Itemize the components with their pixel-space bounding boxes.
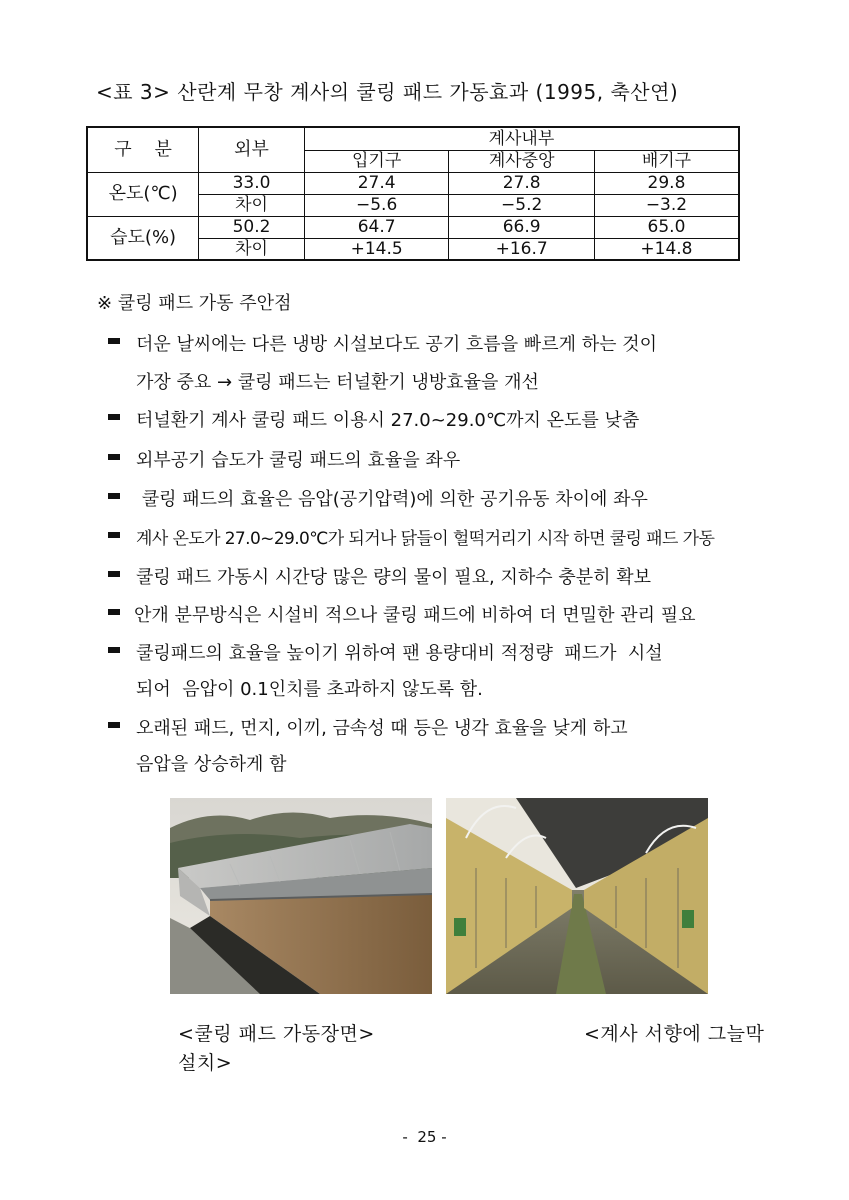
square-bullet-icon bbox=[108, 647, 120, 653]
note-text-continued: 음압을 상승하게 함 bbox=[136, 754, 287, 775]
left-photo-caption: <쿨링 패드 가동장면> bbox=[178, 1023, 375, 1045]
square-bullet-icon bbox=[108, 414, 120, 420]
table-cell: 차이 bbox=[199, 194, 305, 216]
note-text: 쿨링 패드의 효율은 음압(공기압력)에 의한 공기유동 차이에 좌우 bbox=[136, 489, 648, 510]
square-bullet-icon bbox=[108, 454, 120, 460]
square-bullet-icon bbox=[108, 493, 120, 499]
cooling-pad-effect-table bbox=[86, 126, 740, 261]
table-cell: 27.4 bbox=[304, 172, 449, 194]
square-bullet-icon bbox=[108, 571, 120, 577]
notes-title: ※ 쿨링 패드 가동 주안점 bbox=[97, 293, 292, 314]
table-cell: 50.2 bbox=[199, 216, 305, 238]
table-cell: +14.5 bbox=[304, 238, 449, 260]
table-cell: +16.7 bbox=[449, 238, 595, 260]
note-text: 쿨링 패드 가동시 시간당 많은 량의 물이 필요, 지하수 충분히 확보 bbox=[136, 567, 652, 588]
note-text: 더운 날씨에는 다른 냉방 시설보다도 공기 흐름을 빠르게 하는 것이 bbox=[136, 334, 657, 355]
right-photo-caption: <계사 서향에 그늘막 bbox=[584, 1023, 765, 1045]
header-division: 구 분 bbox=[87, 127, 199, 172]
header-inlet: 입기구 bbox=[304, 150, 449, 172]
table-cell: 27.8 bbox=[449, 172, 595, 194]
note-text: 안개 분무방식은 시설비 적으나 쿨링 패드에 비하여 더 면밀한 관리 필요 bbox=[134, 605, 696, 626]
table-cell: −5.2 bbox=[449, 194, 595, 216]
table-cell: 64.7 bbox=[304, 216, 449, 238]
table-cell: 차이 bbox=[199, 238, 305, 260]
shade-net-photo bbox=[446, 798, 708, 994]
note-text: 쿨링패드의 효율을 높이기 위하여 팬 용량대비 적정량 패드가 시설 bbox=[136, 643, 663, 664]
header-center: 계사중앙 bbox=[449, 150, 595, 172]
note-text-continued: 가장 중요 → 쿨링 패드는 터널환기 냉방효율을 개선 bbox=[136, 372, 539, 393]
cooling-pad-photo bbox=[170, 798, 432, 994]
table-cell: +14.8 bbox=[594, 238, 739, 260]
row-label-temperature: 온도(℃) bbox=[87, 172, 199, 216]
table-cell: 29.8 bbox=[594, 172, 739, 194]
table-cell: −3.2 bbox=[594, 194, 739, 216]
table-cell: 66.9 bbox=[449, 216, 595, 238]
square-bullet-icon bbox=[108, 722, 120, 728]
table-caption: <표 3> 산란계 무창 계사의 쿨링 패드 가동효과 (1995, 축산연) bbox=[96, 80, 679, 104]
square-bullet-icon bbox=[108, 609, 120, 615]
note-text: 터널환기 계사 쿨링 패드 이용시 27.0~29.0℃까지 온도를 낮춤 bbox=[136, 410, 640, 431]
note-text: 외부공기 습도가 쿨링 패드의 효율을 좌우 bbox=[136, 450, 461, 471]
header-exhaust: 배기구 bbox=[594, 150, 739, 172]
table-cell: 33.0 bbox=[199, 172, 305, 194]
table-cell: 65.0 bbox=[594, 216, 739, 238]
left-photo-caption-continued: 설치> bbox=[178, 1052, 233, 1074]
cooling-pad-photo-image bbox=[170, 798, 432, 994]
table-cell: −5.6 bbox=[304, 194, 449, 216]
note-text: 오래된 패드, 먼지, 이끼, 금속성 때 등은 냉각 효율을 낮게 하고 bbox=[136, 718, 628, 739]
page-number: - 25 - bbox=[402, 1128, 447, 1146]
header-inside-group: 계사내부 bbox=[304, 127, 739, 150]
square-bullet-icon bbox=[108, 532, 120, 538]
header-outside: 외부 bbox=[199, 127, 305, 172]
row-label-humidity: 습도(%) bbox=[87, 216, 199, 260]
note-text-continued: 되어 음압이 0.1인치를 초과하지 않도록 함. bbox=[136, 679, 483, 700]
shade-net-photo-image bbox=[446, 798, 708, 994]
note-text: 계사 온도가 27.0~29.0℃가 되거나 닭들이 헐떡거리기 시작 하면 쿨링 패드 가동 bbox=[136, 529, 715, 549]
square-bullet-icon bbox=[108, 338, 120, 344]
